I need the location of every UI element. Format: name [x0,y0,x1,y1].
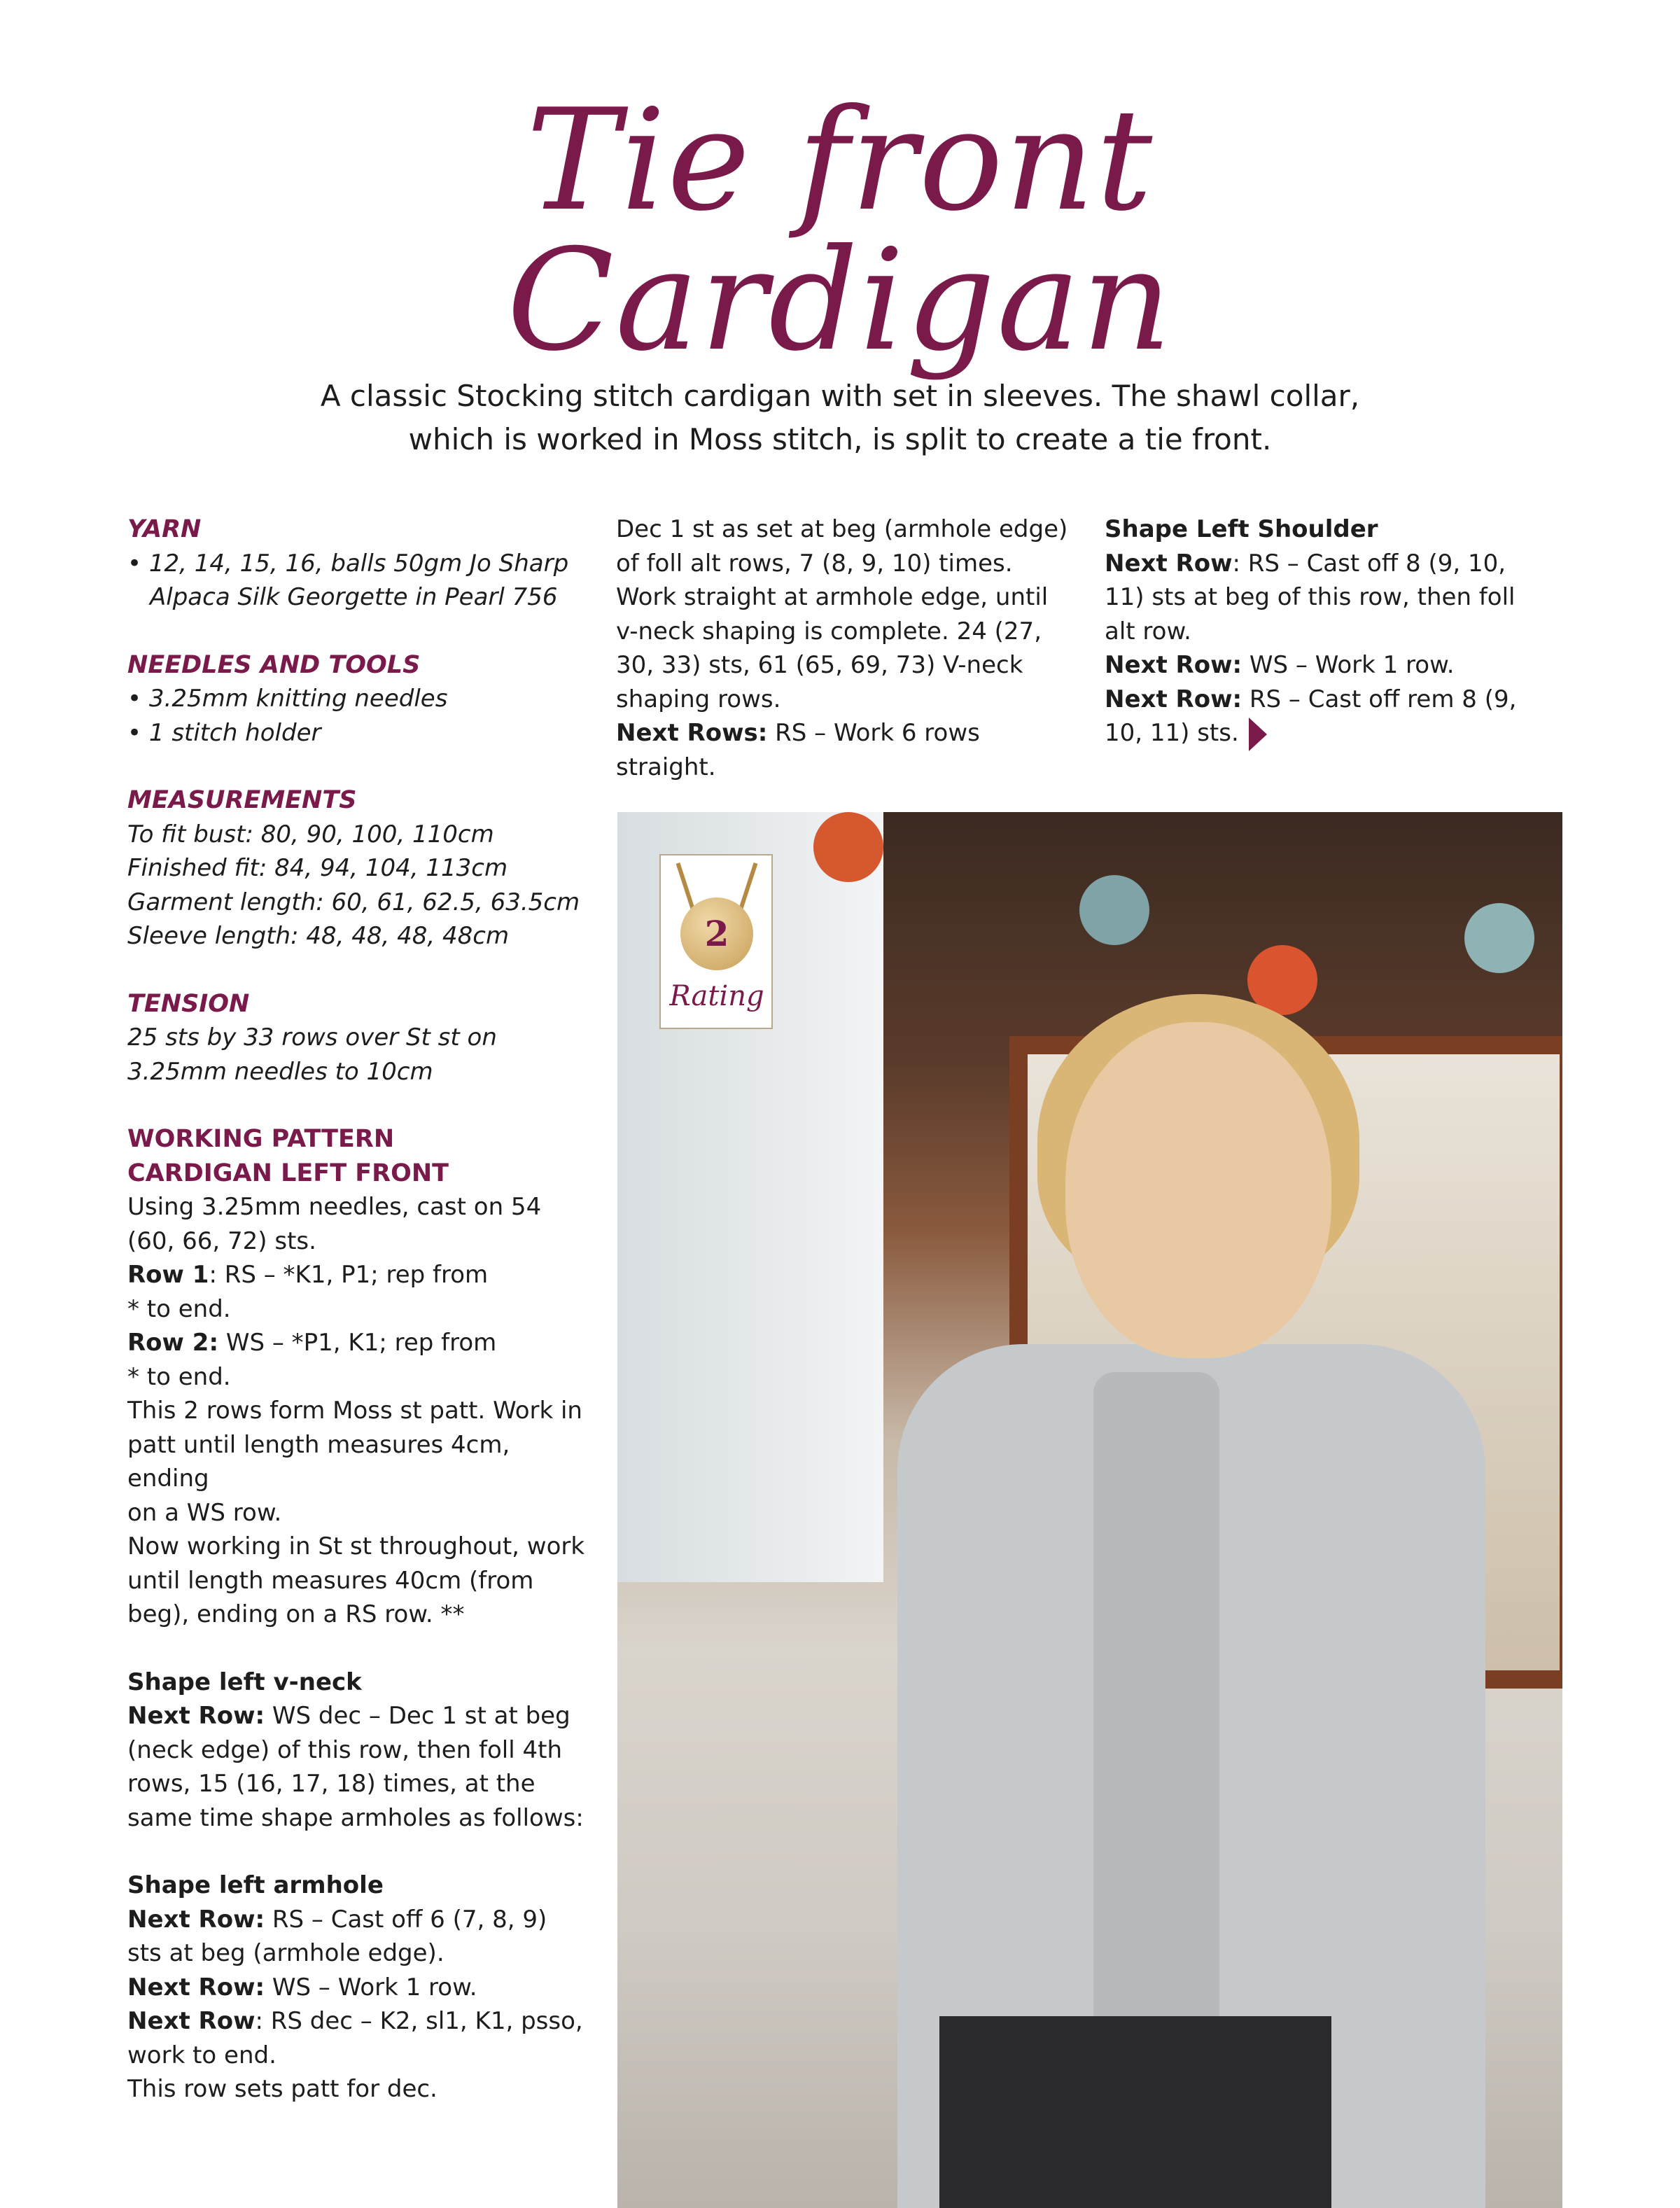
intro-line-1: A classic Stocking stitch cardigan with set in sleeves. The shawl collar, [320,379,1360,413]
column-1 [127,512,589,2106]
row-text: WS – *P1, K1; rep from [218,1329,497,1357]
col2-line: Work straight at armhole edge, until [616,583,1049,611]
yarn-heading: YARN [127,515,202,543]
vneck-line: same time shape armholes as follows: [127,1803,584,1832]
row-label: Next Row: [1105,685,1242,713]
shoulder-heading: Shape Left Shoulder [1105,515,1378,543]
row-2-instruction [127,1326,589,1360]
row-label: Next Row: [1105,651,1242,679]
page-title: Tie front Cardigan [507,79,1173,382]
moss-line: Now working in St st throughout, work [127,1532,585,1560]
row-label: Next Row [1105,549,1233,578]
measurement-line: Finished fit: 84, 94, 104, 113cm [127,854,508,882]
left-front-heading: CARDIGAN LEFT FRONT [127,1159,449,1187]
paper-lantern [1464,903,1534,973]
row-text: RS – Cast off rem 8 (9, [1242,685,1517,713]
moss-line: on a WS row. [127,1498,282,1527]
trousers [939,2016,1331,2208]
tension-line: 3.25mm needles to 10cm [127,1057,433,1086]
rating-label: Rating [669,980,764,1012]
armhole-heading: Shape left armhole [127,1871,384,1899]
armhole-line: This row sets patt for dec. [127,2075,438,2103]
row-1-continued: * to end. [127,1294,231,1323]
measurement-line: Sleeve length: 48, 48, 48, 48cm [127,922,510,950]
moss-line: patt until length measures 4cm, ending [127,1430,510,1493]
row-text: WS – Work 1 row. [1242,651,1455,679]
row-label: Next Row: [127,1702,265,1730]
row-text: WS – Work 1 row. [265,1973,477,2001]
needles-text: 3.25mm knitting needles [148,685,448,713]
row-1-instruction [127,1258,589,1292]
vneck-line: (neck edge) of this row, then foll 4th [127,1735,563,1764]
paper-lantern [1079,875,1149,945]
yarn-line: 12, 14, 15, 16, balls 50gm Jo Sharp [148,549,569,578]
shoulder-end-text: 10, 11) sts. [1105,719,1239,747]
row-label: Next Row [127,2007,255,2035]
tie-collar [1093,1372,1219,2037]
moss-line: beg), ending on a RS row. ** [127,1600,465,1628]
armhole-instruction [127,1903,589,1937]
moss-line: until length measures 40cm (from [127,1566,534,1595]
yarn-line: Alpaca Silk Georgette in Pearl 756 [150,583,558,611]
row-text: : RS – *K1, P1; rep from [209,1261,489,1289]
armhole-instruction [127,1971,589,2005]
needles-item: • 3.25mm knitting needles [127,685,448,713]
row-label: Row 1 [127,1261,209,1289]
needles-text: 1 stitch holder [148,718,321,747]
rating-number: 2 [704,913,729,954]
triangle-right-icon [1249,718,1267,751]
shoulder-line: alt row. [1105,617,1191,645]
tension-line: 25 sts by 33 rows over St st on [127,1023,497,1051]
shoulder-instruction [1105,648,1567,683]
shoulder-line: 11) sts at beg of this row, then foll [1105,583,1516,611]
vneck-heading: Shape left v-neck [127,1668,362,1696]
row-2-continued: * to end. [127,1362,231,1391]
next-rows-instruction [616,716,1078,784]
cast-on-line: Using 3.25mm needles, cast on 54 [127,1193,542,1221]
measurement-line: Garment length: 60, 61, 62.5, 63.5cm [127,888,580,916]
row-label: Next Rows: [616,719,768,747]
armhole-instruction [127,2004,589,2039]
tension-heading: TENSION [127,989,250,1018]
row-text: RS – Cast off 6 (7, 8, 9) [265,1905,547,1934]
measurements-heading: MEASUREMENTS [127,786,357,814]
row-label: Next Row: [127,1973,265,2001]
row-label: Row 2: [127,1329,219,1357]
col2-line: v-neck shaping is complete. 24 (27, [616,617,1042,645]
vneck-instruction [127,1699,589,1733]
intro-text [210,375,1470,461]
row-text: : RS dec – K2, sl1, K1, psso, [255,2007,583,2035]
rating-badge [659,854,773,1029]
moss-line: This 2 rows form Moss st patt. Work in [127,1397,582,1425]
row-text: RS – Work 6 rows straight. [616,719,980,781]
working-pattern-heading: WORKING PATTERN [127,1125,395,1153]
col2-line: Dec 1 st as set at beg (armhole edge) [616,515,1068,543]
shoulder-instruction [1105,683,1567,717]
face [1065,1022,1331,1358]
row-text: : RS – Cast off 8 (9, 10, [1232,549,1506,578]
intro-line-2: which is worked in Moss stitch, is split to create a tie front. [408,422,1272,456]
row-text: WS dec – Dec 1 st at beg [265,1702,570,1730]
needles-heading: NEEDLES AND TOOLS [127,650,421,679]
measurement-line: To fit bust: 80, 90, 100, 110cm [127,820,494,848]
yarn-item: • 12, 14, 15, 16, balls 50gm Jo Sharp Alpaca Silk Georgette in Pearl 756 [127,549,569,611]
column-3 [1105,512,1567,751]
cast-on-line: (60, 66, 72) sts. [127,1227,316,1255]
paper-lantern [813,812,883,882]
col2-line: shaping rows. [616,685,781,713]
armhole-line: sts at beg (armhole edge). [127,1939,444,1967]
col2-line: of foll alt rows, 7 (8, 9, 10) times. [616,549,1013,578]
column-2 [616,512,1078,784]
armhole-line: work to end. [127,2041,276,2069]
vneck-line: rows, 15 (16, 17, 18) times, at the [127,1770,536,1798]
shoulder-instruction [1105,547,1567,581]
row-label: Next Row: [127,1905,265,1934]
shoulder-line [1105,716,1567,751]
needles-item: • 1 stitch holder [127,718,321,747]
col2-line: 30, 33) sts, 61 (65, 69, 73) V-neck [616,651,1023,679]
